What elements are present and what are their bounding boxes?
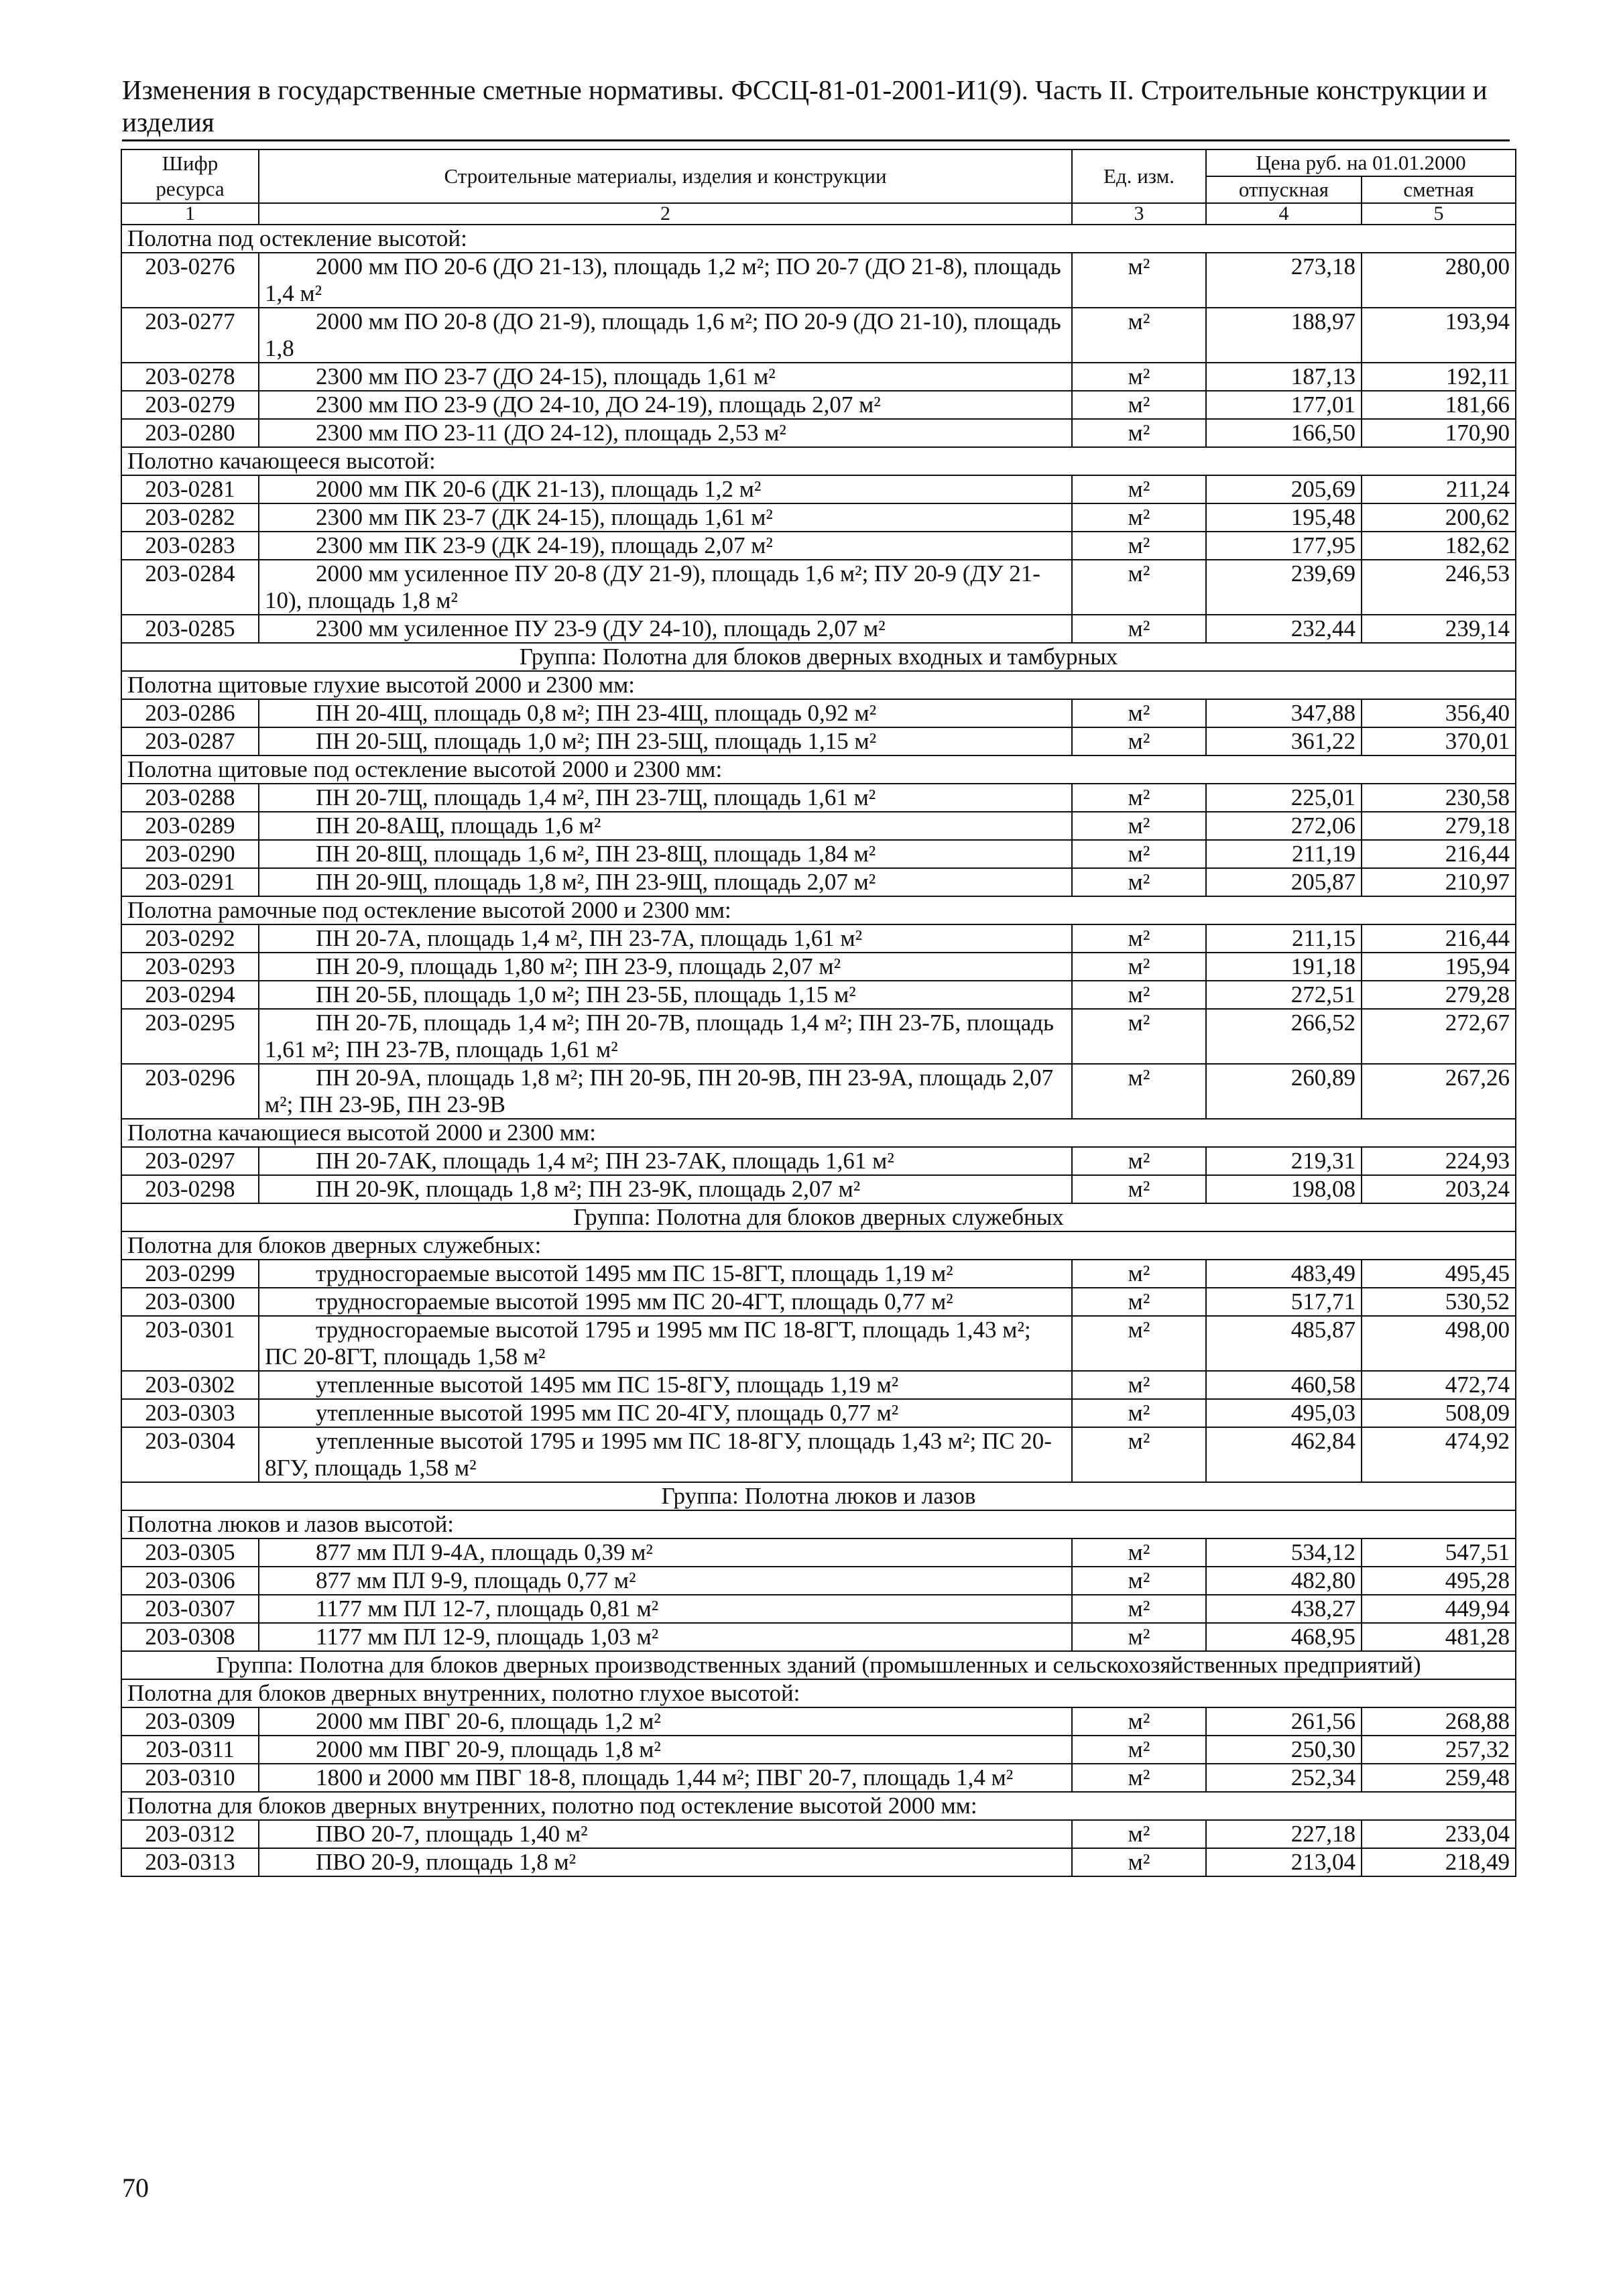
row-wholesale-price: 187,13: [1206, 363, 1362, 391]
table-row: [121, 1260, 1516, 1288]
row-description: 2000 мм ПО 20-6 (ДО 21-13), площадь 1,2 м²; ПО 20-7 (ДО 21-8), площадь 1,4 м²: [259, 253, 1072, 308]
subgroup-heading-row: [121, 756, 1516, 784]
row-code: 203-0308: [121, 1623, 259, 1651]
subgroup-heading-row: [121, 1679, 1516, 1707]
row-description: 2300 мм усиленное ПУ 23-9 (ДУ 24-10), площадь 2,07 м²: [259, 615, 1072, 643]
table-row: [121, 1820, 1516, 1848]
row-description: 2000 мм ПК 20-6 (ДК 21-13), площадь 1,2 м²: [259, 475, 1072, 503]
row-code: 203-0279: [121, 391, 259, 419]
row-code: 203-0303: [121, 1399, 259, 1427]
row-wholesale-price: 517,71: [1206, 1288, 1362, 1316]
row-estimate-price: 449,94: [1362, 1595, 1516, 1623]
row-estimate-price: 230,58: [1362, 784, 1516, 812]
row-estimate-price: 181,66: [1362, 391, 1516, 419]
column-header-name: Строительные материалы, изделия и конструкции: [259, 149, 1072, 203]
row-wholesale-price: 252,34: [1206, 1764, 1362, 1792]
row-description: 877 мм ПЛ 9-9, площадь 0,77 м²: [259, 1567, 1072, 1595]
column-header-wholesale: отпускная: [1206, 176, 1362, 203]
table-row: [121, 1175, 1516, 1203]
row-estimate-price: 192,11: [1362, 363, 1516, 391]
subgroup-heading: Полотна качающиеся высотой 2000 и 2300 мм:: [121, 1119, 1516, 1147]
row-unit: м²: [1072, 953, 1206, 981]
row-wholesale-price: 205,69: [1206, 475, 1362, 503]
row-description: утепленные высотой 1495 мм ПС 15-8ГУ, площадь 1,19 м²: [259, 1371, 1072, 1399]
row-description: 1177 мм ПЛ 12-9, площадь 1,03 м²: [259, 1623, 1072, 1651]
column-number: 4: [1206, 203, 1362, 225]
row-estimate-price: 356,40: [1362, 699, 1516, 727]
row-wholesale-price: 482,80: [1206, 1567, 1362, 1595]
group-heading: Группа: Полотна для блоков дверных входных и тамбурных: [121, 643, 1516, 671]
subgroup-heading: Полотна щитовые под остекление высотой 2000 и 2300 мм:: [121, 756, 1516, 784]
row-estimate-price: 498,00: [1362, 1316, 1516, 1371]
row-estimate-price: 279,18: [1362, 812, 1516, 840]
subgroup-heading: Полотна для блоков дверных служебных:: [121, 1231, 1516, 1260]
row-unit: м²: [1072, 1595, 1206, 1623]
row-unit: м²: [1072, 1316, 1206, 1371]
table-row: [121, 560, 1516, 615]
table-row: [121, 363, 1516, 391]
row-estimate-price: 257,32: [1362, 1736, 1516, 1764]
row-wholesale-price: 191,18: [1206, 953, 1362, 981]
column-number: 3: [1072, 203, 1206, 225]
row-unit: м²: [1072, 532, 1206, 560]
table-row: [121, 1764, 1516, 1792]
row-wholesale-price: 468,95: [1206, 1623, 1362, 1651]
row-wholesale-price: 485,87: [1206, 1316, 1362, 1371]
subgroup-heading-row: [121, 447, 1516, 475]
group-heading: Группа: Полотна люков и лазов: [121, 1482, 1516, 1510]
row-code: 203-0307: [121, 1595, 259, 1623]
table-row: [121, 699, 1516, 727]
column-number: 1: [121, 203, 259, 225]
row-description: 2300 мм ПО 23-9 (ДО 24-10, ДО 24-19), площадь 2,07 м²: [259, 391, 1072, 419]
row-estimate-price: 210,97: [1362, 868, 1516, 896]
row-description: ПН 20-4Щ, площадь 0,8 м²; ПН 23-4Щ, площадь 0,92 м²: [259, 699, 1072, 727]
row-unit: м²: [1072, 503, 1206, 532]
row-code: 203-0302: [121, 1371, 259, 1399]
row-code: 203-0306: [121, 1567, 259, 1595]
column-number: 2: [259, 203, 1072, 225]
table-row: [121, 1538, 1516, 1567]
row-unit: м²: [1072, 475, 1206, 503]
row-unit: м²: [1072, 981, 1206, 1009]
subgroup-heading-row: [121, 1231, 1516, 1260]
row-unit: м²: [1072, 1371, 1206, 1399]
row-unit: м²: [1072, 615, 1206, 643]
row-estimate-price: 267,26: [1362, 1064, 1516, 1119]
row-description: 2000 мм ПО 20-8 (ДО 21-9), площадь 1,6 м²; ПО 20-9 (ДО 21-10), площадь 1,8: [259, 308, 1072, 363]
row-code: 203-0295: [121, 1009, 259, 1064]
row-wholesale-price: 534,12: [1206, 1538, 1362, 1567]
row-unit: м²: [1072, 924, 1206, 953]
table-row: [121, 1288, 1516, 1316]
row-estimate-price: 472,74: [1362, 1371, 1516, 1399]
table-row: [121, 1595, 1516, 1623]
row-estimate-price: 195,94: [1362, 953, 1516, 981]
row-unit: м²: [1072, 1623, 1206, 1651]
table-row: [121, 475, 1516, 503]
row-code: 203-0297: [121, 1147, 259, 1175]
table-row: [121, 727, 1516, 756]
row-description: ПН 20-7Б, площадь 1,4 м²; ПН 20-7В, площадь 1,4 м²; ПН 23-7Б, площадь 1,61 м²; ПН 23-7В, площадь 1,61 м²: [259, 1009, 1072, 1064]
row-description: трудносгораемые высотой 1795 и 1995 мм ПС 18-8ГТ, площадь 1,43 м²; ПС 20-8ГТ, площадь 1,58 м²: [259, 1316, 1072, 1371]
row-unit: м²: [1072, 391, 1206, 419]
row-estimate-price: 481,28: [1362, 1623, 1516, 1651]
row-estimate-price: 200,62: [1362, 503, 1516, 532]
row-description: трудносгораемые высотой 1495 мм ПС 15-8ГТ, площадь 1,19 м²: [259, 1260, 1072, 1288]
row-unit: м²: [1072, 727, 1206, 756]
row-code: 203-0276: [121, 253, 259, 308]
row-wholesale-price: 205,87: [1206, 868, 1362, 896]
table-row: [121, 503, 1516, 532]
table-row: [121, 1623, 1516, 1651]
row-estimate-price: 218,49: [1362, 1848, 1516, 1876]
table-row: [121, 981, 1516, 1009]
row-unit: м²: [1072, 1147, 1206, 1175]
table-row: [121, 1736, 1516, 1764]
row-description: ПВО 20-9, площадь 1,8 м²: [259, 1848, 1072, 1876]
row-description: 2300 мм ПК 23-9 (ДК 24-19), площадь 2,07 м²: [259, 532, 1072, 560]
row-code: 203-0309: [121, 1707, 259, 1736]
row-estimate-price: 224,93: [1362, 1147, 1516, 1175]
row-description: трудносгораемые высотой 1995 мм ПС 20-4ГТ, площадь 0,77 м²: [259, 1288, 1072, 1316]
row-estimate-price: 211,24: [1362, 475, 1516, 503]
table-row: [121, 812, 1516, 840]
row-code: 203-0281: [121, 475, 259, 503]
row-wholesale-price: 495,03: [1206, 1399, 1362, 1427]
table-row: [121, 308, 1516, 363]
row-wholesale-price: 250,30: [1206, 1736, 1362, 1764]
row-estimate-price: 193,94: [1362, 308, 1516, 363]
row-code: 203-0285: [121, 615, 259, 643]
row-wholesale-price: 272,06: [1206, 812, 1362, 840]
row-unit: м²: [1072, 1538, 1206, 1567]
row-wholesale-price: 211,19: [1206, 840, 1362, 868]
subgroup-heading-row: [121, 1510, 1516, 1538]
row-unit: м²: [1072, 1764, 1206, 1792]
row-wholesale-price: 188,97: [1206, 308, 1362, 363]
column-header-code: Шифр ресурса: [121, 149, 259, 203]
row-unit: м²: [1072, 1848, 1206, 1876]
row-unit: м²: [1072, 253, 1206, 308]
row-code: 203-0290: [121, 840, 259, 868]
subgroup-heading: Полотна люков и лазов высотой:: [121, 1510, 1516, 1538]
row-estimate-price: 239,14: [1362, 615, 1516, 643]
table-row: [121, 1064, 1516, 1119]
row-description: утепленные высотой 1995 мм ПС 20-4ГУ, площадь 0,77 м²: [259, 1399, 1072, 1427]
price-table: [121, 149, 1516, 1877]
group-heading-row: [121, 643, 1516, 671]
table-row: [121, 1009, 1516, 1064]
row-unit: м²: [1072, 1175, 1206, 1203]
row-unit: м²: [1072, 363, 1206, 391]
table-row: [121, 868, 1516, 896]
group-heading-row: [121, 1203, 1516, 1231]
row-wholesale-price: 225,01: [1206, 784, 1362, 812]
group-heading-row: [121, 1482, 1516, 1510]
row-wholesale-price: 219,31: [1206, 1147, 1362, 1175]
row-description: ПН 20-7Щ, площадь 1,4 м², ПН 23-7Щ, площадь 1,61 м²: [259, 784, 1072, 812]
row-wholesale-price: 211,15: [1206, 924, 1362, 953]
row-description: 1177 мм ПЛ 12-7, площадь 0,81 м²: [259, 1595, 1072, 1623]
row-unit: м²: [1072, 1064, 1206, 1119]
row-unit: м²: [1072, 840, 1206, 868]
row-wholesale-price: 177,01: [1206, 391, 1362, 419]
row-code: 203-0284: [121, 560, 259, 615]
row-description: ПН 20-9, площадь 1,80 м²; ПН 23-9, площадь 2,07 м²: [259, 953, 1072, 981]
row-unit: м²: [1072, 1260, 1206, 1288]
row-wholesale-price: 166,50: [1206, 419, 1362, 447]
document-header: Изменения в государственные сметные нормативы. ФССЦ-81-01-2001-И1(9). Часть II. Строительные конструкции и изделия: [122, 74, 1510, 141]
row-code: 203-0310: [121, 1764, 259, 1792]
row-unit: м²: [1072, 419, 1206, 447]
row-estimate-price: 495,28: [1362, 1567, 1516, 1595]
row-code: 203-0280: [121, 419, 259, 447]
subgroup-heading: Полотна для блоков дверных внутренних, полотно глухое высотой:: [121, 1679, 1516, 1707]
group-heading: Группа: Полотна для блоков дверных производственных зданий (промышленных и сельскохозяйственных предприятий): [121, 1651, 1516, 1679]
subgroup-heading: Полотна рамочные под остекление высотой 2000 и 2300 мм:: [121, 896, 1516, 924]
row-description: 2300 мм ПО 23-11 (ДО 24-12), площадь 2,53 м²: [259, 419, 1072, 447]
row-unit: м²: [1072, 868, 1206, 896]
row-estimate-price: 259,48: [1362, 1764, 1516, 1792]
row-wholesale-price: 239,69: [1206, 560, 1362, 615]
subgroup-heading: Полотна под остекление высотой:: [121, 225, 1516, 253]
row-code: 203-0283: [121, 532, 259, 560]
row-wholesale-price: 195,48: [1206, 503, 1362, 532]
table-row: [121, 1399, 1516, 1427]
table-row: [121, 1316, 1516, 1371]
row-code: 203-0298: [121, 1175, 259, 1203]
table-row: [121, 1567, 1516, 1595]
row-description: ПН 20-7АК, площадь 1,4 м²; ПН 23-7АК, площадь 1,61 м²: [259, 1147, 1072, 1175]
row-unit: м²: [1072, 812, 1206, 840]
row-description: 877 мм ПЛ 9-4А, площадь 0,39 м²: [259, 1538, 1072, 1567]
row-code: 203-0305: [121, 1538, 259, 1567]
row-unit: м²: [1072, 699, 1206, 727]
table-row: [121, 784, 1516, 812]
row-code: 203-0291: [121, 868, 259, 896]
subgroup-heading-row: [121, 896, 1516, 924]
table-row: [121, 1707, 1516, 1736]
row-description: ПН 20-7А, площадь 1,4 м², ПН 23-7А, площадь 1,61 м²: [259, 924, 1072, 953]
row-wholesale-price: 438,27: [1206, 1595, 1362, 1623]
table-row: [121, 1371, 1516, 1399]
row-description: 1800 и 2000 мм ПВГ 18-8, площадь 1,44 м²; ПВГ 20-7, площадь 1,4 м²: [259, 1764, 1072, 1792]
row-wholesale-price: 483,49: [1206, 1260, 1362, 1288]
row-code: 203-0289: [121, 812, 259, 840]
row-description: ПН 20-8Щ, площадь 1,6 м², ПН 23-8Щ, площадь 1,84 м²: [259, 840, 1072, 868]
table-row: [121, 532, 1516, 560]
row-unit: м²: [1072, 1707, 1206, 1736]
subgroup-heading-row: [121, 1792, 1516, 1820]
row-code: 203-0301: [121, 1316, 259, 1371]
table-row: [121, 391, 1516, 419]
row-wholesale-price: 273,18: [1206, 253, 1362, 308]
row-code: 203-0300: [121, 1288, 259, 1316]
row-wholesale-price: 272,51: [1206, 981, 1362, 1009]
row-wholesale-price: 232,44: [1206, 615, 1362, 643]
row-description: ПН 20-8АЩ, площадь 1,6 м²: [259, 812, 1072, 840]
row-unit: м²: [1072, 308, 1206, 363]
row-description: ПН 20-9А, площадь 1,8 м²; ПН 20-9Б, ПН 20-9В, ПН 23-9А, площадь 2,07 м²; ПН 23-9Б, ПН 23-9В: [259, 1064, 1072, 1119]
row-description: ПН 20-5Б, площадь 1,0 м²; ПН 23-5Б, площадь 1,15 м²: [259, 981, 1072, 1009]
subgroup-heading-row: [121, 1119, 1516, 1147]
table-body: [121, 225, 1516, 1876]
row-description: ПН 20-9Щ, площадь 1,8 м², ПН 23-9Щ, площадь 2,07 м²: [259, 868, 1072, 896]
row-code: 203-0293: [121, 953, 259, 981]
row-estimate-price: 203,24: [1362, 1175, 1516, 1203]
row-code: 203-0277: [121, 308, 259, 363]
row-unit: м²: [1072, 1009, 1206, 1064]
row-unit: м²: [1072, 1736, 1206, 1764]
row-code: 203-0292: [121, 924, 259, 953]
group-heading-row: [121, 1651, 1516, 1679]
column-header-price: Цена руб. на 01.01.2000: [1206, 149, 1516, 176]
row-description: 2000 мм ПВГ 20-6, площадь 1,2 м²: [259, 1707, 1072, 1736]
row-description: ПН 20-5Щ, площадь 1,0 м²; ПН 23-5Щ, площадь 1,15 м²: [259, 727, 1072, 756]
row-estimate-price: 474,92: [1362, 1427, 1516, 1482]
row-unit: м²: [1072, 1288, 1206, 1316]
row-description: ПН 20-9К, площадь 1,8 м²; ПН 23-9К, площадь 2,07 м²: [259, 1175, 1072, 1203]
row-wholesale-price: 198,08: [1206, 1175, 1362, 1203]
row-wholesale-price: 260,89: [1206, 1064, 1362, 1119]
row-wholesale-price: 227,18: [1206, 1820, 1362, 1848]
row-code: 203-0286: [121, 699, 259, 727]
row-estimate-price: 216,44: [1362, 840, 1516, 868]
row-estimate-price: 280,00: [1362, 253, 1516, 308]
group-heading: Группа: Полотна для блоков дверных служебных: [121, 1203, 1516, 1231]
row-estimate-price: 272,67: [1362, 1009, 1516, 1064]
row-unit: м²: [1072, 560, 1206, 615]
row-estimate-price: 370,01: [1362, 727, 1516, 756]
row-unit: м²: [1072, 1567, 1206, 1595]
table-row: [121, 924, 1516, 953]
row-code: 203-0313: [121, 1848, 259, 1876]
page-number: 70: [122, 2173, 149, 2203]
table-row: [121, 419, 1516, 447]
row-wholesale-price: 347,88: [1206, 699, 1362, 727]
row-estimate-price: 182,62: [1362, 532, 1516, 560]
row-code: 203-0304: [121, 1427, 259, 1482]
row-code: 203-0282: [121, 503, 259, 532]
subgroup-heading: Полотна щитовые глухие высотой 2000 и 2300 мм:: [121, 671, 1516, 699]
row-code: 203-0296: [121, 1064, 259, 1119]
row-estimate-price: 233,04: [1362, 1820, 1516, 1848]
row-estimate-price: 268,88: [1362, 1707, 1516, 1736]
row-wholesale-price: 462,84: [1206, 1427, 1362, 1482]
row-wholesale-price: 460,58: [1206, 1371, 1362, 1399]
table-row: [121, 253, 1516, 308]
row-wholesale-price: 361,22: [1206, 727, 1362, 756]
subgroup-heading: Полотна для блоков дверных внутренних, полотно под остекление высотой 2000 мм:: [121, 1792, 1516, 1820]
row-description: 2300 мм ПО 23-7 (ДО 24-15), площадь 1,61 м²: [259, 363, 1072, 391]
row-wholesale-price: 261,56: [1206, 1707, 1362, 1736]
row-code: 203-0288: [121, 784, 259, 812]
table-row: [121, 1848, 1516, 1876]
table-row: [121, 1427, 1516, 1482]
table-row: [121, 1147, 1516, 1175]
row-description: утепленные высотой 1795 и 1995 мм ПС 18-8ГУ, площадь 1,43 м²; ПС 20-8ГУ, площадь 1,58 м²: [259, 1427, 1072, 1482]
row-estimate-price: 170,90: [1362, 419, 1516, 447]
column-header-estimate: сметная: [1362, 176, 1516, 203]
subgroup-heading-row: [121, 225, 1516, 253]
subgroup-heading: Полотно качающееся высотой:: [121, 447, 1516, 475]
row-code: 203-0311: [121, 1736, 259, 1764]
column-header-unit: Ед. изм.: [1072, 149, 1206, 203]
row-code: 203-0312: [121, 1820, 259, 1848]
row-unit: м²: [1072, 784, 1206, 812]
row-estimate-price: 530,52: [1362, 1288, 1516, 1316]
table-row: [121, 840, 1516, 868]
row-description: 2300 мм ПК 23-7 (ДК 24-15), площадь 1,61 м²: [259, 503, 1072, 532]
row-unit: м²: [1072, 1399, 1206, 1427]
table-row: [121, 615, 1516, 643]
row-wholesale-price: 213,04: [1206, 1848, 1362, 1876]
row-code: 203-0299: [121, 1260, 259, 1288]
row-estimate-price: 508,09: [1362, 1399, 1516, 1427]
table-row: [121, 953, 1516, 981]
row-unit: м²: [1072, 1427, 1206, 1482]
subgroup-heading-row: [121, 671, 1516, 699]
row-description: 2000 мм усиленное ПУ 20-8 (ДУ 21-9), площадь 1,6 м²; ПУ 20-9 (ДУ 21-10), площадь 1,8 м²: [259, 560, 1072, 615]
row-code: 203-0287: [121, 727, 259, 756]
column-number: 5: [1362, 203, 1516, 225]
row-description: ПВО 20-7, площадь 1,40 м²: [259, 1820, 1072, 1848]
row-wholesale-price: 266,52: [1206, 1009, 1362, 1064]
row-estimate-price: 279,28: [1362, 981, 1516, 1009]
row-wholesale-price: 177,95: [1206, 532, 1362, 560]
row-estimate-price: 246,53: [1362, 560, 1516, 615]
row-estimate-price: 547,51: [1362, 1538, 1516, 1567]
row-estimate-price: 495,45: [1362, 1260, 1516, 1288]
row-code: 203-0278: [121, 363, 259, 391]
row-code: 203-0294: [121, 981, 259, 1009]
row-estimate-price: 216,44: [1362, 924, 1516, 953]
row-description: 2000 мм ПВГ 20-9, площадь 1,8 м²: [259, 1736, 1072, 1764]
row-unit: м²: [1072, 1820, 1206, 1848]
